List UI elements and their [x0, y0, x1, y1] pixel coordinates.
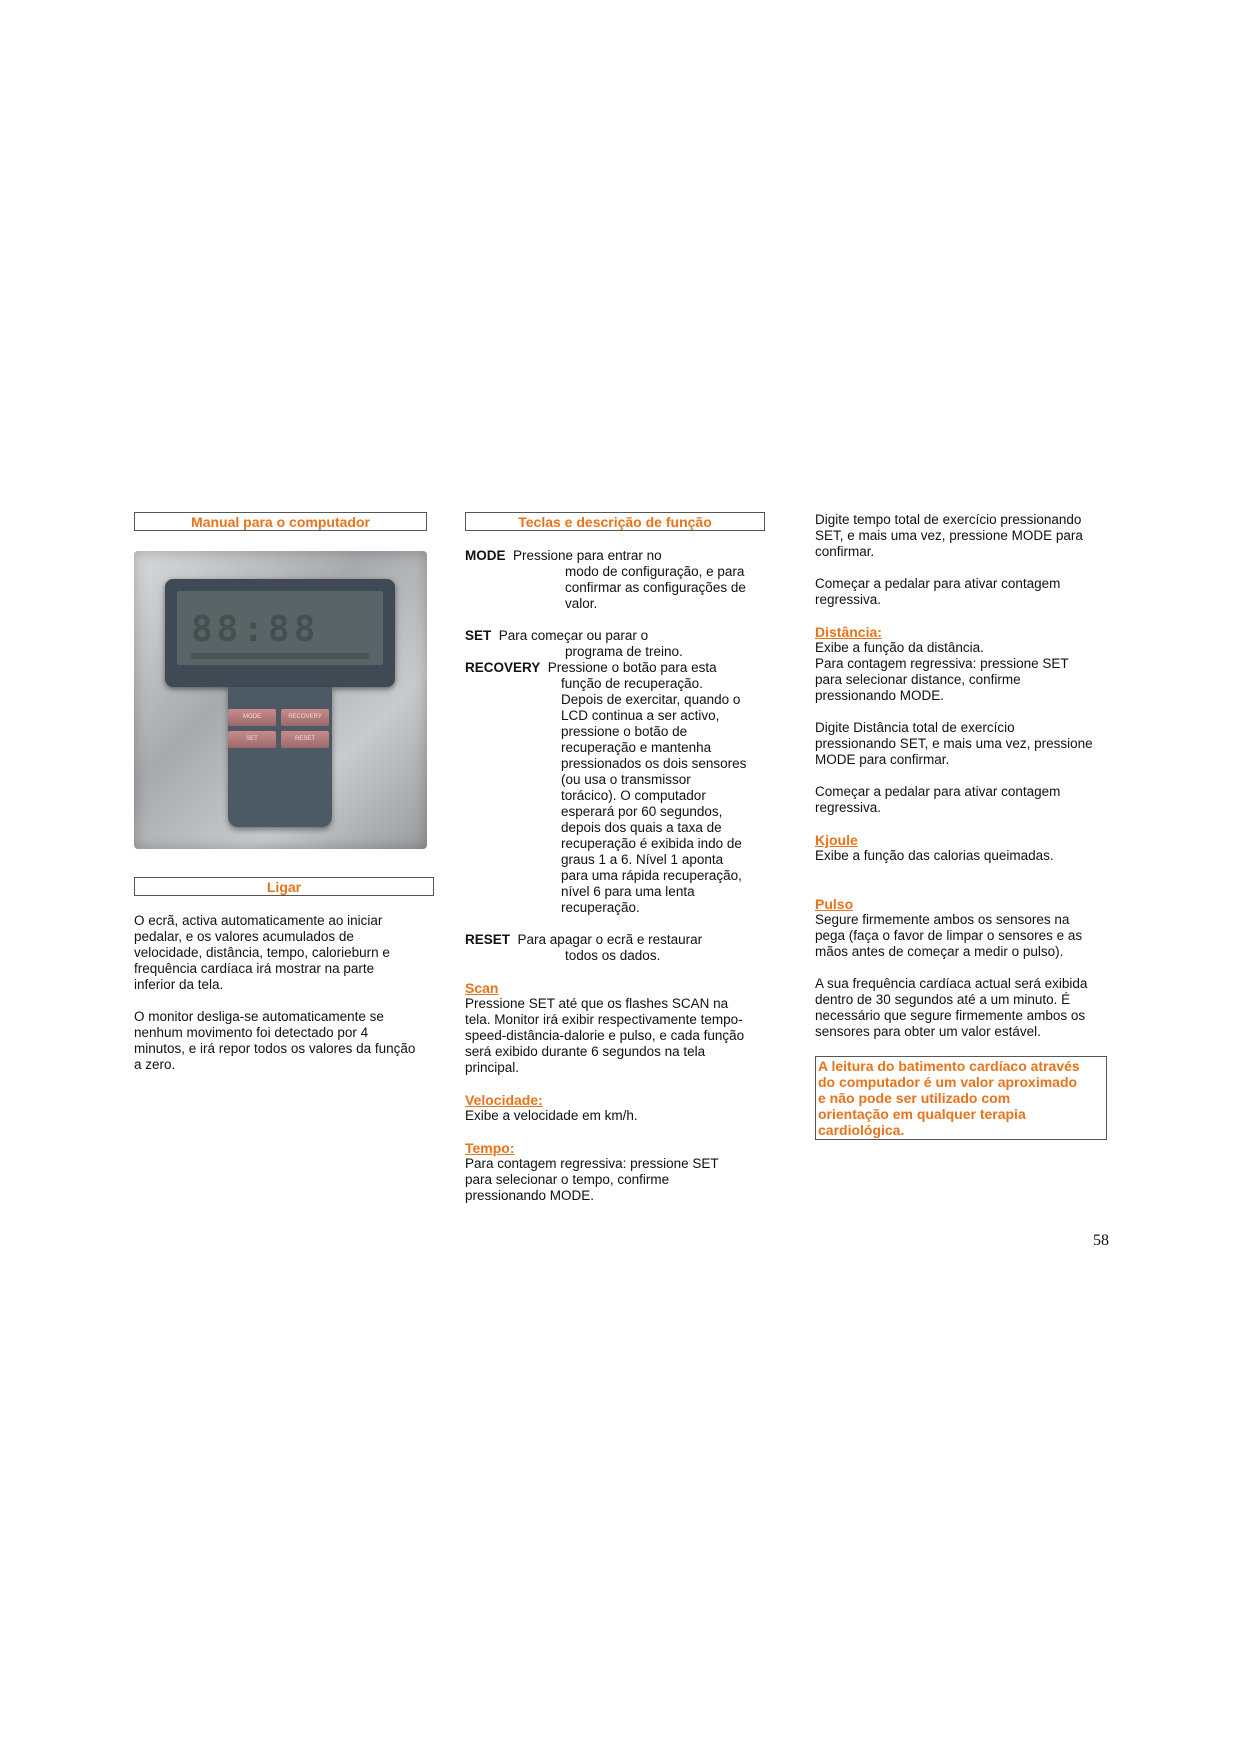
set-key: SET: [465, 628, 492, 643]
start-pedaling-line: regressiva.: [815, 592, 882, 607]
heart-rate-warning-box: [815, 1056, 1107, 1140]
heart-rate-line: A sua frequência cardíaca actual será exibida: [815, 976, 1088, 991]
ligar-line: pedalar, e os valores acumulados de: [134, 929, 354, 944]
recovery-line: função de recuperação.: [561, 676, 703, 691]
velocidade-heading: Velocidade:: [465, 1092, 543, 1108]
recovery-line: esperará por 60 segundos,: [561, 804, 723, 819]
lcd-indicator-strip: [191, 653, 369, 659]
tempo-input-line: Digite tempo total de exercício pressionando: [815, 512, 1082, 527]
recovery-line: torácico). O computador: [561, 788, 706, 803]
mode-line: Pressione para entrar no: [513, 548, 662, 563]
recovery-line: Pressione o botão para esta: [547, 660, 717, 675]
recovery-line: pressione o botão de: [561, 724, 688, 739]
lcd-bezel: [165, 579, 395, 687]
scan-line: Pressione SET até que os flashes SCAN na: [465, 996, 729, 1011]
warning-line: orientação em qualquer terapia: [818, 1106, 1026, 1122]
recovery-line: Depois de exercitar, quando o: [561, 692, 741, 707]
start-pedaling-line: Começar a pedalar para ativar contagem: [815, 576, 1061, 591]
shutdown-line: minutos, e irá repor todos os valores da função: [134, 1041, 416, 1056]
recovery-line: recuperação é exibida indo de: [561, 836, 742, 851]
pulso-line: mãos antes de começar a medir o pulso).: [815, 944, 1064, 959]
warning-line: e não pode ser utilizado com: [818, 1090, 1011, 1106]
recovery-line: recuperação.: [561, 900, 640, 915]
set-line: programa de treino.: [565, 644, 683, 659]
distancia-input-line: MODE para confirmar.: [815, 752, 950, 767]
middle-column: [465, 512, 765, 1204]
mode-description: [465, 548, 765, 564]
ligar-line: inferior da tela.: [134, 977, 224, 992]
warning-line: A leitura do batimento cardíaco através: [818, 1058, 1080, 1074]
scan-line: será exibido durante 6 segundos na tela: [465, 1044, 706, 1059]
shutdown-line: nenhum movimento foi detectado por 4: [134, 1025, 369, 1040]
shutdown-line: O monitor desliga-se automaticamente se: [134, 1009, 384, 1024]
pulso-line: pega (faça o favor de limpar o sensores e as: [815, 928, 1083, 943]
tempo-line: pressionando MODE.: [465, 1188, 595, 1203]
kjoule-heading: Kjoule: [815, 832, 858, 848]
lcd-screen: [177, 591, 383, 665]
mode-button[interactable]: MODE: [228, 709, 276, 726]
recovery-line: LCD continua a ser activo,: [561, 708, 720, 723]
recovery-line: depois dos quais a taxa de: [561, 820, 722, 835]
recovery-line: graus 1 a 6. Nível 1 aponta: [561, 852, 724, 867]
tempo-line: para selecionar o tempo, confirme: [465, 1172, 670, 1187]
left-text: [134, 877, 434, 1073]
distancia-line: Exibe a função da distância.: [815, 640, 984, 655]
pulso-heading: Pulso: [815, 896, 854, 912]
scan-line: speed-distância-dalorie e pulso, e cada função: [465, 1028, 745, 1043]
reset-button[interactable]: RESET: [281, 731, 329, 748]
set-button[interactable]: SET: [228, 731, 276, 748]
heart-rate-line: sensores para obter um valor estável.: [815, 1024, 1041, 1039]
distancia-heading: Distância:: [815, 624, 882, 640]
lcd-digits: 88:88: [191, 609, 320, 650]
distancia-input-line: Digite Distância total de exercício: [815, 720, 1015, 735]
reset-line: Para apagar o ecrã e restaurar: [517, 932, 703, 947]
scan-line: principal.: [465, 1060, 520, 1075]
start-pedaling-line: Começar a pedalar para ativar contagem: [815, 784, 1061, 799]
page-number: 58: [1093, 1232, 1109, 1249]
reset-description: [465, 932, 765, 948]
mode-line: confirmar as configurações de: [565, 580, 746, 595]
mode-key: MODE: [465, 548, 506, 563]
computer-manual-heading: Manual para o computador: [134, 512, 427, 531]
distancia-line: Para contagem regressiva: pressione SET: [815, 656, 1069, 671]
recovery-line: pressionados os dois sensores: [561, 756, 747, 771]
recovery-line: nível 6 para uma lenta: [561, 884, 695, 899]
heart-rate-line: necessário que segure firmemente ambos os: [815, 1008, 1086, 1023]
tempo-line: Para contagem regressiva: pressione SET: [465, 1156, 719, 1171]
left-column: [134, 512, 427, 531]
ligar-line: frequência cardíaca irá mostrar na parte: [134, 961, 375, 976]
recovery-key: RECOVERY: [465, 660, 541, 675]
ligar-line: velocidade, distância, tempo, calorieburn e: [134, 945, 390, 960]
distancia-line: pressionando MODE.: [815, 688, 945, 703]
reset-key: RESET: [465, 932, 511, 947]
reset-line: todos os dados.: [565, 948, 661, 963]
scan-heading: Scan: [465, 980, 499, 996]
ligar-line: O ecrã, activa automaticamente ao iniciar: [134, 913, 383, 928]
tempo-input-line: SET, e mais uma vez, pressione MODE para: [815, 528, 1083, 543]
recovery-button[interactable]: RECOVERY: [281, 709, 329, 726]
recovery-line: recuperação e mantenha: [561, 740, 712, 755]
computer-console-image: [134, 551, 427, 849]
warning-line: do computador é um valor aproximado: [818, 1074, 1078, 1090]
keys-heading: Teclas e descrição de função: [465, 512, 765, 531]
set-description: [465, 628, 765, 644]
recovery-line: (ou usa o transmissor: [561, 772, 691, 787]
heart-rate-line: dentro de 30 segundos até a um minuto. É: [815, 992, 1071, 1007]
distancia-line: para selecionar distance, confirme: [815, 672, 1021, 687]
recovery-description: [465, 660, 765, 676]
warning-line: cardiológica.: [818, 1122, 905, 1138]
shutdown-line: a zero.: [134, 1057, 176, 1072]
console-frame: [165, 579, 395, 827]
console-stem: [228, 687, 332, 827]
mode-line: modo de configuração, e para: [565, 564, 745, 579]
kjoule-line: Exibe a função das calorias queimadas.: [815, 848, 1054, 863]
right-column: [815, 512, 1115, 1140]
ligar-heading: Ligar: [134, 877, 434, 896]
mode-line: valor.: [565, 596, 598, 611]
pulso-line: Segure firmemente ambos os sensores na: [815, 912, 1070, 927]
tempo-input-line: confirmar.: [815, 544, 875, 559]
velocidade-line: Exibe a velocidade em km/h.: [465, 1108, 638, 1123]
tempo-heading: Tempo:: [465, 1140, 515, 1156]
set-line: Para começar ou parar o: [498, 628, 649, 643]
start-pedaling-line: regressiva.: [815, 800, 882, 815]
scan-line: tela. Monitor irá exibir respectivamente tempo-: [465, 1012, 743, 1027]
distancia-input-line: pressionando SET, e mais uma vez, pressione: [815, 736, 1093, 751]
recovery-line: para uma rápida recuperação,: [561, 868, 742, 883]
